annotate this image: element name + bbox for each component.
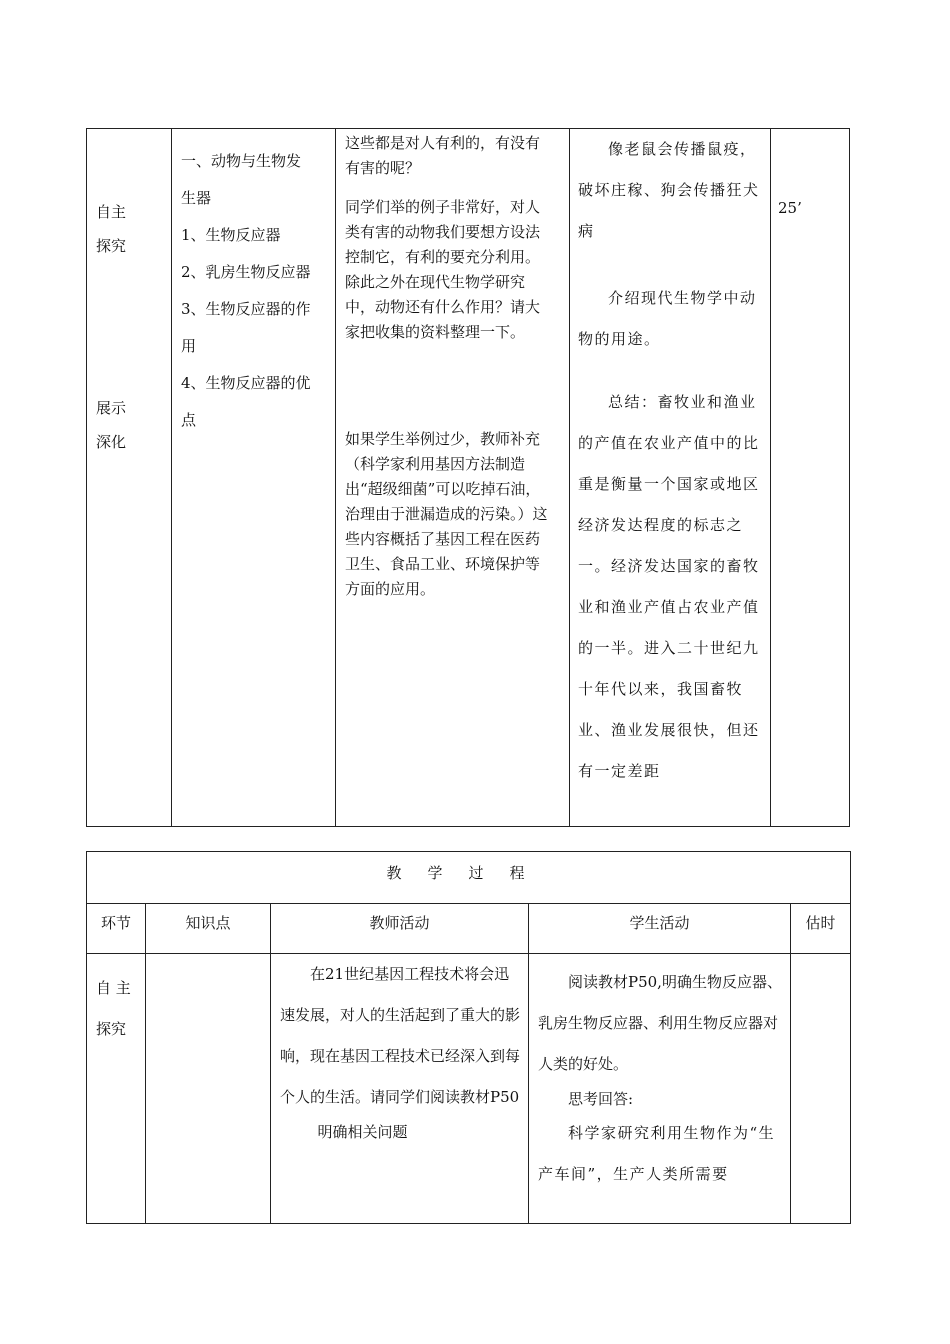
student-paragraph: 总结：畜牧业和渔业的产值在农业产值中的比重是衡量一个国家或地区经济发达程度的标志之一。经济发达国家的畜牧业和渔业产值占农业产值的一半。进入二十世纪九十年代以来，我国畜牧业、渔业发展很快，但还有一定差距 — [578, 393, 760, 780]
student-paragraph: 介绍现代生物学中动物的用途。 — [578, 289, 757, 348]
teacher-paragraph: 如果学生举例过少，教师补充（科学家利用基因方法制造出“超级细菌”可以吃掉石油，治理由于泄漏造成的污染。）这些内容概括了基因工程在医药卫生、食品工业、环境保护等方面的应用。 — [345, 430, 548, 598]
header-time: 估时 — [805, 914, 836, 932]
student-activity-cell — [570, 129, 771, 827]
teacher-paragraph: 明确相关问题 — [317, 1123, 408, 1141]
header-cell — [271, 904, 529, 954]
time-cell — [791, 954, 851, 1224]
time-estimate: 25’ — [778, 199, 802, 217]
knowledge-line: 一、动物与生物发 — [181, 152, 302, 170]
segment-line: 探究 — [96, 237, 127, 255]
segment-line: 展示 — [96, 399, 127, 417]
teacher-activity-cell — [271, 954, 529, 1224]
segment-line: 深化 — [96, 433, 127, 451]
header-teacher-activity: 教师活动 — [369, 914, 430, 932]
header-knowledge: 知识点 — [185, 914, 231, 932]
knowledge-line: 2、乳房生物反应器 — [181, 263, 311, 281]
student-paragraph: 阅读教材P50,明确生物反应器、乳房生物反应器、利用生物反应器对人类的好处。 — [538, 973, 782, 1073]
time-cell — [771, 129, 850, 827]
student-paragraph: 思考回答: — [568, 1090, 634, 1108]
knowledge-line: 用 — [181, 337, 197, 355]
knowledge-line: 4、生物反应器的优 — [181, 374, 311, 392]
teacher-paragraph: 这些都是对人有利的，有没有有害的呢？ — [345, 134, 541, 177]
segment-line: 自主 — [96, 203, 127, 221]
knowledge-line: 3、生物反应器的作 — [181, 300, 311, 318]
segment-cell — [87, 129, 172, 827]
lesson-table-continued — [86, 128, 850, 827]
student-paragraph: 科学家研究利用生物作为“生产车间”，生产人类所需要 — [538, 1124, 776, 1183]
table-title-cell — [87, 852, 851, 904]
header-cell — [791, 904, 851, 954]
teaching-process-table — [86, 851, 851, 1224]
student-activity-cell — [529, 954, 791, 1224]
student-paragraph: 像老鼠会传播鼠疫，破坏庄稼、狗会传播狂犬病 — [578, 140, 760, 240]
header-student-activity: 学生活动 — [629, 914, 690, 932]
knowledge-line: 生器 — [181, 189, 212, 207]
header-cell — [529, 904, 791, 954]
knowledge-cell — [146, 954, 271, 1224]
teacher-paragraph: 在21世纪基因工程技术将会迅速发展，对人的生活起到了重大的影响，现在基因工程技术已经深入到每个人的生活。请同学们阅读教材P50 — [280, 965, 521, 1106]
knowledge-cell — [172, 129, 336, 827]
knowledge-line: 1、生物反应器 — [181, 226, 281, 244]
table-title: 教学过程 — [386, 864, 551, 882]
header-segment: 环节 — [100, 914, 131, 932]
teacher-activity-cell — [336, 129, 570, 827]
segment-cell — [87, 954, 146, 1224]
knowledge-line: 点 — [181, 411, 197, 429]
header-cell — [87, 904, 146, 954]
teacher-paragraph: 同学们举的例子非常好，对人类有害的动物我们要想方设法控制它，有利的要充分利用。除此之外在现代生物学研究中，动物还有什么作用？请大家把收集的资料整理一下。 — [345, 198, 541, 341]
segment-line: 自 主 — [96, 979, 131, 997]
header-cell — [146, 904, 271, 954]
segment-line: 探究 — [96, 1020, 127, 1038]
